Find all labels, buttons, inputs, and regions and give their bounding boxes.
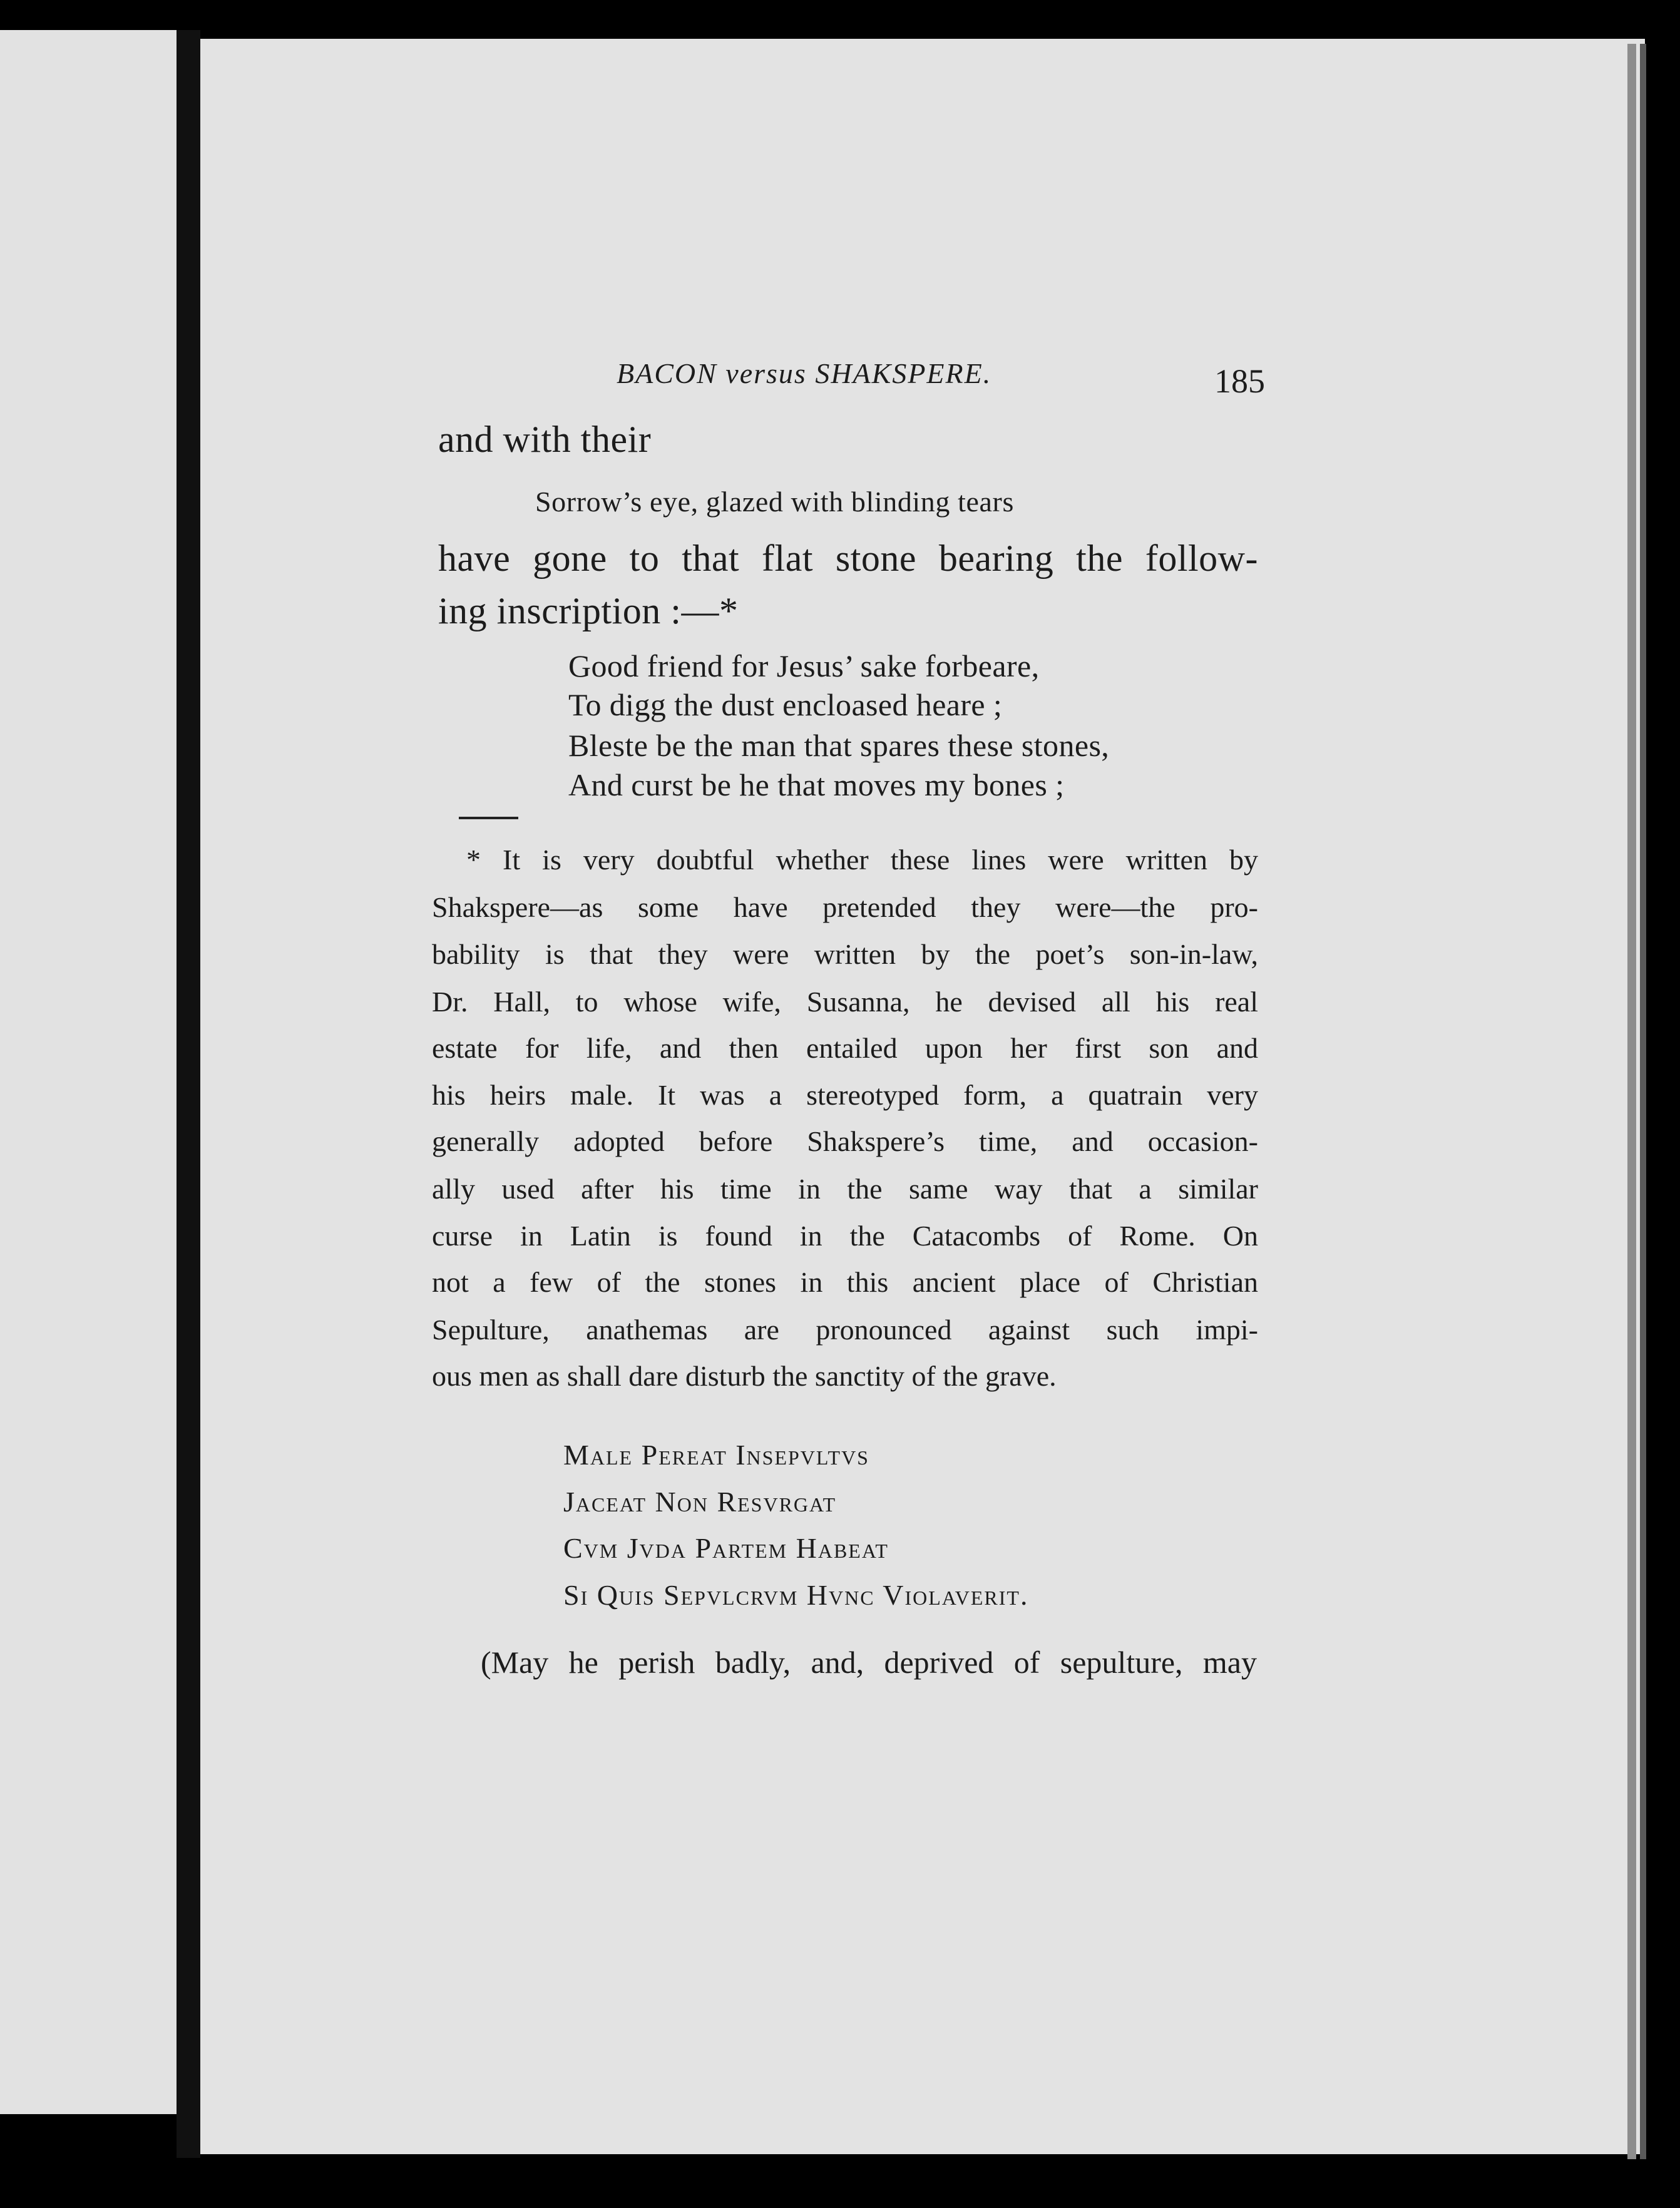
left-page-edge <box>0 30 183 2114</box>
running-head-versus: versus <box>725 357 807 389</box>
footnote-line: estate for life, and then entailed upon her first son and <box>432 1032 1258 1064</box>
latin-line: Male Pereat Insepvltvs <box>563 1439 869 1471</box>
footnote-line: Dr. Hall, to whose wife, Susanna, he devised all his real <box>432 986 1258 1018</box>
page-number: 185 <box>1214 362 1265 400</box>
body-line-3: ing inscription :—* <box>438 590 739 631</box>
footnote-line: * It is very doubtful whether these lines were written by <box>466 844 1258 876</box>
footnote-line: ous men as shall dare disturb the sanctity of the grave. <box>432 1360 1057 1392</box>
footnote-rule <box>459 817 518 819</box>
footnote-line: ally used after his time in the same way that a similar <box>432 1173 1258 1205</box>
footnote-line: not a few of the stones in this ancient place of Christian <box>432 1266 1258 1298</box>
latin-line: Cvm Jvda Partem Habeat <box>563 1532 889 1564</box>
page-edge-shadow <box>1627 44 1636 2159</box>
footnote-line: generally adopted before Shakspere’s time, and occasion- <box>432 1125 1258 1157</box>
running-head-part1: BACON <box>617 357 726 389</box>
footnote-line: Sepulture, anathemas are pronounced against such impi- <box>432 1314 1258 1346</box>
latin-line: Jaceat Non Resvrgat <box>563 1486 837 1518</box>
footnote-line: bability is that they were written by the poet’s son-in-law, <box>432 938 1258 970</box>
quoted-line: Sorrow’s eye, glazed with blinding tears <box>535 486 1014 518</box>
page-edge-dark <box>1640 44 1646 2159</box>
epitaph-line: To digg the dust encloased heare ; <box>568 687 1003 722</box>
footnote-line: curse in Latin is found in the Catacombs of Rome. On <box>432 1220 1258 1252</box>
epitaph-line: Bleste be the man that spares these stones, <box>568 728 1110 763</box>
footnote-line: his heirs male. It was a stereotyped form, a quatrain very <box>432 1079 1258 1111</box>
body-line-1: and with their <box>438 419 652 460</box>
book-gutter <box>177 30 200 2158</box>
latin-line: Si Quis Sepvlcrvm Hvnc Violaverit. <box>563 1579 1029 1611</box>
running-head-part2: SHAKSPERE. <box>806 357 992 389</box>
footnote-line: Shakspere—as some have pretended they were—the pro- <box>432 891 1258 923</box>
epitaph-line: And curst be he that moves my bones ; <box>568 767 1065 802</box>
body-line-final: (May he perish badly, and, deprived of sepulture, may <box>481 1645 1257 1680</box>
body-line-2: have gone to that flat stone bearing the follow- <box>438 538 1258 579</box>
running-head <box>617 357 991 390</box>
epitaph-line: Good friend for Jesus’ sake forbeare, <box>568 648 1040 683</box>
